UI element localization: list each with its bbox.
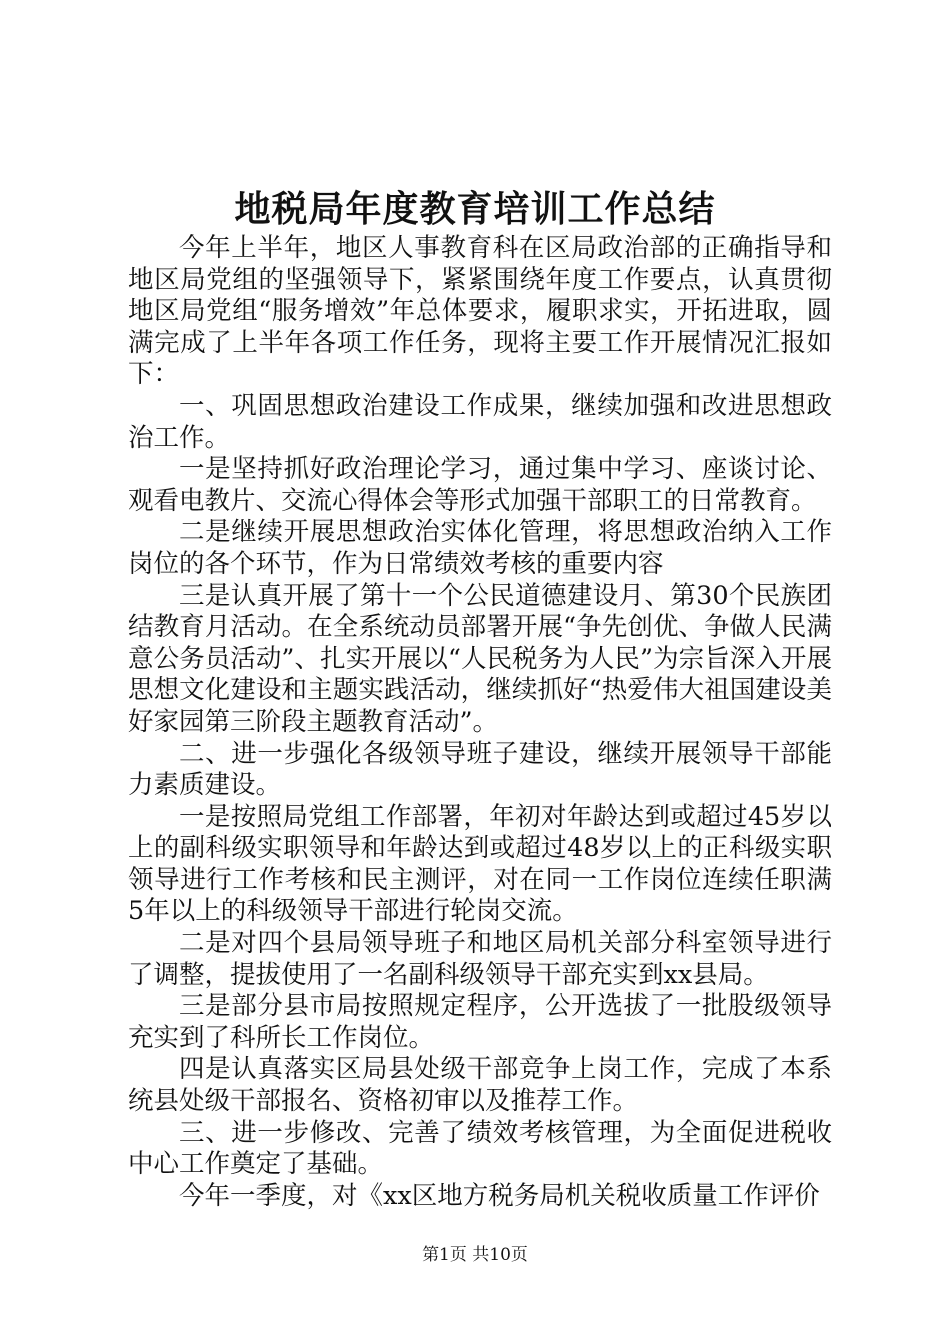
document-body — [128, 233, 832, 1212]
paragraph-heading-1: 一、巩固思想政治建设工作成果，继续加强和改进思想政治工作。 — [128, 390, 832, 453]
paragraph-3-1: 今年一季度，对《xx区地方税务局机关税收质量工作评价 — [179, 1180, 820, 1211]
paragraph-1-2: 二是继续开展思想政治实体化管理，将思想政治纳入工作岗位的各个环节，作为日常绩效考核的重要内容 — [128, 517, 832, 579]
page-number-footer: 第1页 共10页 — [422, 1245, 528, 1265]
paragraph-heading-2: 二、进一步强化各级领导班子建设，继续开展领导干部能力素质建设。 — [128, 738, 832, 801]
document-title: 地税局年度教育培训工作总结 — [234, 188, 716, 230]
paragraph-2-1: 一是按照局党组工作部署，年初对年龄达到或超过45岁以上的副科级实职领导和年龄达到或超过48岁以上的正科级实职领导进行工作考核和民主测评，对在同一工作岗位连续任职满5年以上的科级领导干部进行轮岗交流。 — [128, 801, 832, 927]
paragraph-intro: 今年上半年，地区人事教育科在区局政治部的正确指导和地区局党组的坚强领导下，紧紧围绕年度工作要点，认真贯彻地区局党组“服务增效”年总体要求，履职求实，开拓进取，圆满完成了上半年各项工作任务，现将主要工作开展情况汇报如下： — [128, 233, 832, 390]
paragraph-2-2: 二是对四个县局领导班子和地区局机关部分科室领导进行了调整，提拔使用了一名副科级领导干部充实到xx县局。 — [128, 928, 832, 990]
paragraph-1-1: 一是坚持抓好政治理论学习，通过集中学习、座谈讨论、观看电教片、交流心得体会等形式加强干部职工的日常教育。 — [128, 454, 832, 516]
paragraph-heading-3: 三、进一步修改、完善了绩效考核管理，为全面促进税收中心工作奠定了基础。 — [128, 1117, 832, 1180]
paragraph-1-3: 三是认真开展了第十一个公民道德建设月、第30个民族团结教育月活动。在全系统动员部署开展“争先创优、争做人民满意公务员活动”、扎实开展以“人民税务为人民”为宗旨深入开展思想文化建设和主题实践活动，继续抓好“热爱伟大祖国建设美好家园第三阶段主题教育活动”。 — [128, 580, 832, 737]
paragraph-2-3: 三是部分县市局按照规定程序，公开选拔了一批股级领导充实到了科所长工作岗位。 — [128, 991, 832, 1053]
paragraph-2-4: 四是认真落实区局县处级干部竞争上岗工作，完成了本系统县处级干部报名、资格初审以及推荐工作。 — [128, 1054, 832, 1117]
